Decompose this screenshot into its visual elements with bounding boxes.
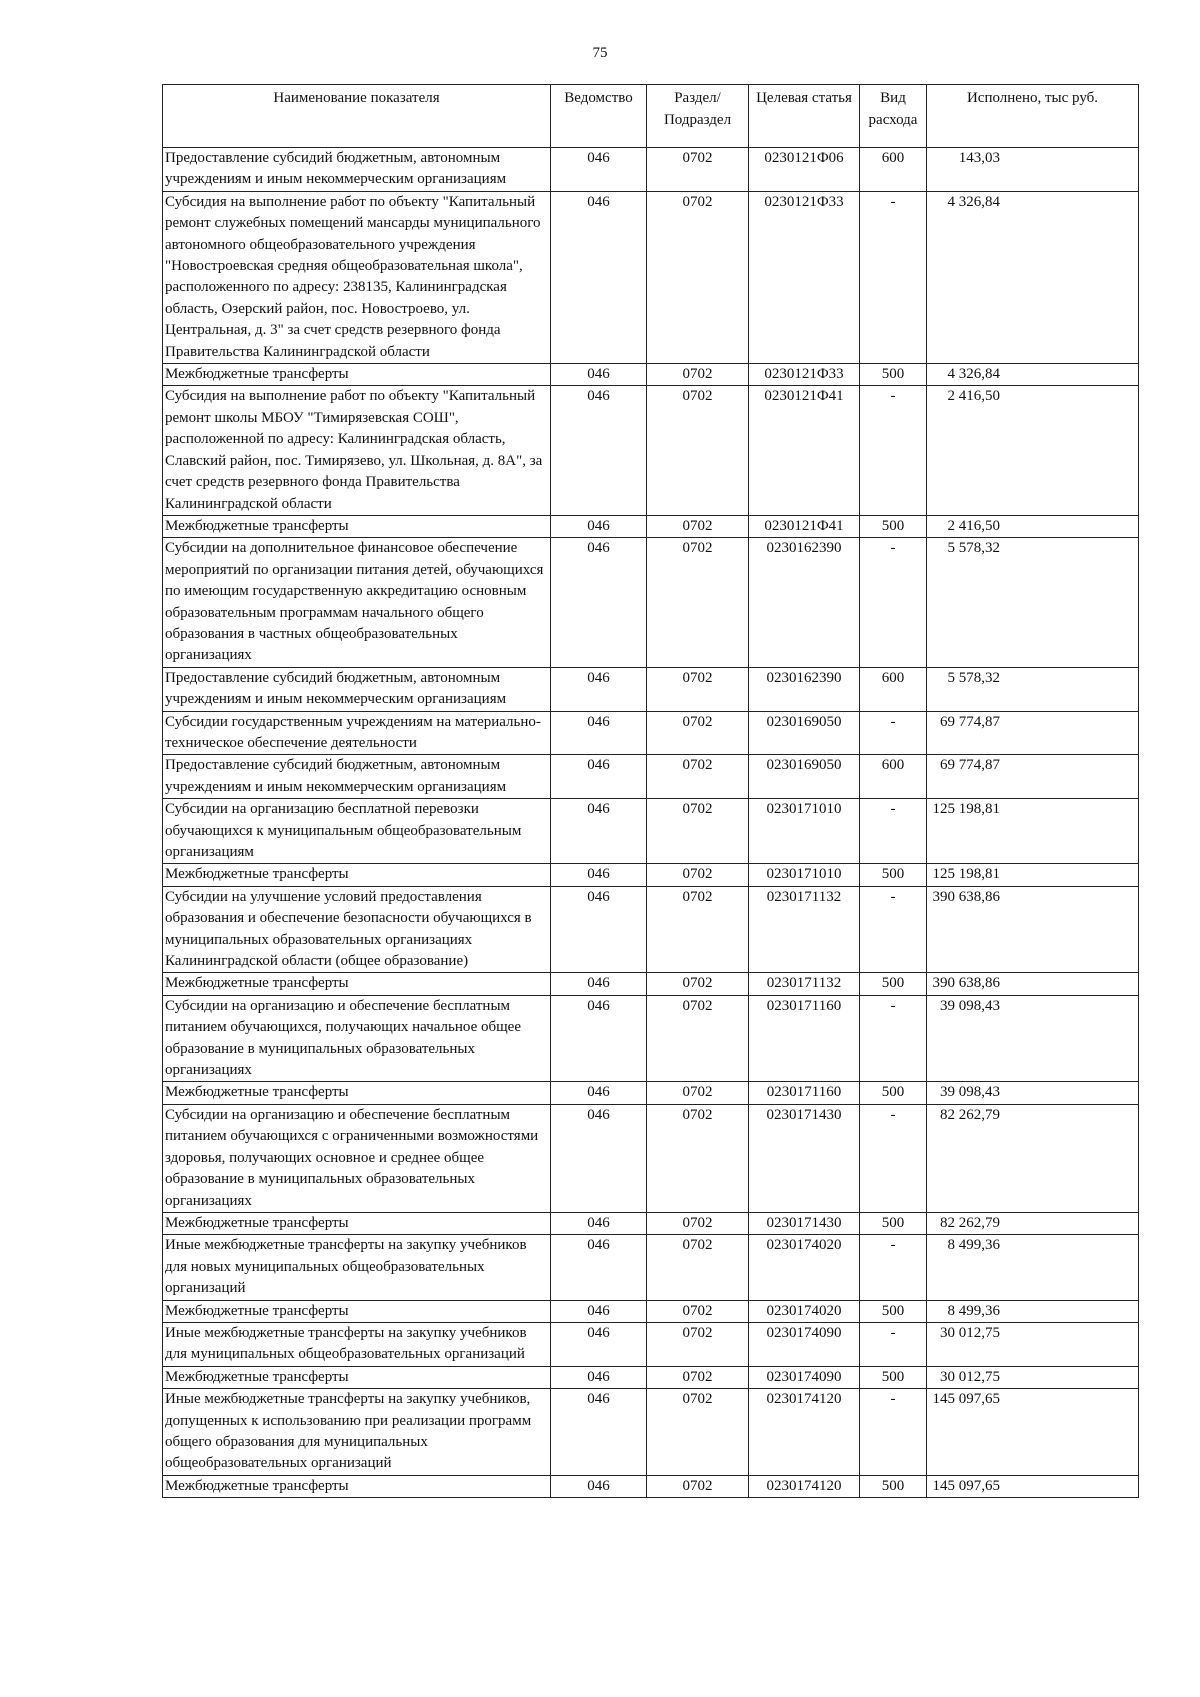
cell-name: Иные межбюджетные трансферты на закупку учебников для муниципальных общеобразовательных организаций xyxy=(163,1322,551,1366)
cell-name: Межбюджетные трансферты xyxy=(163,1366,551,1388)
cell-section: 0702 xyxy=(647,1475,749,1497)
cell-name: Субсидии на организацию бесплатной перевозки обучающихся к муниципальным общеобразовательным организациям xyxy=(163,799,551,864)
cell-target: 0230174020 xyxy=(749,1235,860,1300)
cell-amount: 390 638,86 xyxy=(927,973,1139,995)
cell-dept: 046 xyxy=(551,1235,647,1300)
table-row xyxy=(163,755,1139,799)
cell-name: Субсидия на выполнение работ по объекту "Капитальный ремонт школы МБОУ "Тимирязевская СОШ", расположенной по адресу: Калининградская область, Славский район, пос. Тимирязево, ул. Школьная, д. 8А", за счет средств резервного фонда Правительства Калининградской области xyxy=(163,386,551,515)
cell-dept: 046 xyxy=(551,1212,647,1234)
cell-expense-type: - xyxy=(860,1235,927,1300)
cell-amount: 4 326,84 xyxy=(927,191,1139,363)
cell-section: 0702 xyxy=(647,1322,749,1366)
cell-name: Субсидия на выполнение работ по объекту "Капитальный ремонт служебных помещений мансарды муниципального автономного общеобразовательного учреждения "Новостроевская средняя общеобразовательная школа", расположенного по адресу: 238135, Калининградская область, Озерский район, пос. Новостроево, ул. Центральная, д. 3" за счет средств резервного фонда Правительства Калининградской области xyxy=(163,191,551,363)
cell-expense-type: - xyxy=(860,711,927,755)
cell-expense-type: 500 xyxy=(860,1082,927,1104)
cell-target: 0230162390 xyxy=(749,538,860,667)
table-row xyxy=(163,1475,1139,1497)
cell-expense-type: 500 xyxy=(860,364,927,386)
cell-section: 0702 xyxy=(647,364,749,386)
cell-dept: 046 xyxy=(551,1389,647,1476)
header-section: Раздел/ Подраздел xyxy=(647,85,749,148)
cell-expense-type: 500 xyxy=(860,1366,927,1388)
cell-expense-type: - xyxy=(860,1104,927,1212)
table-row xyxy=(163,799,1139,864)
cell-dept: 046 xyxy=(551,538,647,667)
cell-target: 0230121Ф41 xyxy=(749,515,860,537)
cell-dept: 046 xyxy=(551,1366,647,1388)
cell-section: 0702 xyxy=(647,1235,749,1300)
table-row xyxy=(163,973,1139,995)
cell-expense-type: - xyxy=(860,886,927,973)
cell-section: 0702 xyxy=(647,799,749,864)
cell-section: 0702 xyxy=(647,1104,749,1212)
cell-section: 0702 xyxy=(647,1082,749,1104)
cell-target: 0230162390 xyxy=(749,667,860,711)
cell-dept: 046 xyxy=(551,191,647,363)
cell-name: Субсидии государственным учреждениям на материально-техническое обеспечение деятельности xyxy=(163,711,551,755)
table-row xyxy=(163,1235,1139,1300)
cell-target: 0230169050 xyxy=(749,711,860,755)
cell-section: 0702 xyxy=(647,667,749,711)
cell-dept: 046 xyxy=(551,1475,647,1497)
cell-section: 0702 xyxy=(647,538,749,667)
header-name: Наименование показателя xyxy=(163,85,551,148)
cell-name: Межбюджетные трансферты xyxy=(163,1212,551,1234)
header-dept: Ведомство xyxy=(551,85,647,148)
table-row xyxy=(163,864,1139,886)
cell-name: Предоставление субсидий бюджетным, автономным учреждениям и иным некоммерческим организациям xyxy=(163,755,551,799)
cell-expense-type: - xyxy=(860,386,927,515)
cell-dept: 046 xyxy=(551,148,647,192)
cell-dept: 046 xyxy=(551,364,647,386)
header-expense-type: Вид расхода xyxy=(860,85,927,148)
cell-amount: 145 097,65 xyxy=(927,1475,1139,1497)
cell-target: 0230121Ф33 xyxy=(749,191,860,363)
cell-amount: 143,03 xyxy=(927,148,1139,192)
table-row xyxy=(163,364,1139,386)
table-row xyxy=(163,1212,1139,1234)
cell-expense-type: 500 xyxy=(860,864,927,886)
cell-amount: 5 578,32 xyxy=(927,538,1139,667)
cell-expense-type: - xyxy=(860,1322,927,1366)
cell-dept: 046 xyxy=(551,886,647,973)
cell-amount: 2 416,50 xyxy=(927,386,1139,515)
cell-section: 0702 xyxy=(647,1366,749,1388)
cell-target: 0230169050 xyxy=(749,755,860,799)
cell-name: Предоставление субсидий бюджетным, автономным учреждениям и иным некоммерческим организациям xyxy=(163,667,551,711)
cell-expense-type: 500 xyxy=(860,973,927,995)
cell-section: 0702 xyxy=(647,995,749,1082)
cell-section: 0702 xyxy=(647,973,749,995)
cell-section: 0702 xyxy=(647,755,749,799)
cell-name: Межбюджетные трансферты xyxy=(163,1082,551,1104)
cell-expense-type: 600 xyxy=(860,148,927,192)
cell-target: 0230174090 xyxy=(749,1322,860,1366)
page-number: 75 xyxy=(592,45,608,61)
cell-name: Межбюджетные трансферты xyxy=(163,864,551,886)
cell-expense-type: 500 xyxy=(860,515,927,537)
cell-expense-type: 500 xyxy=(860,1212,927,1234)
cell-amount: 82 262,79 xyxy=(927,1104,1139,1212)
cell-amount: 4 326,84 xyxy=(927,364,1139,386)
cell-target: 0230171132 xyxy=(749,886,860,973)
cell-name: Межбюджетные трансферты xyxy=(163,1475,551,1497)
cell-dept: 046 xyxy=(551,799,647,864)
cell-amount: 30 012,75 xyxy=(927,1366,1139,1388)
table-row xyxy=(163,1389,1139,1476)
cell-target: 0230174120 xyxy=(749,1389,860,1476)
cell-section: 0702 xyxy=(647,515,749,537)
cell-section: 0702 xyxy=(647,864,749,886)
table-row xyxy=(163,1300,1139,1322)
cell-name: Иные межбюджетные трансферты на закупку учебников, допущенных к использованию при реализации программ общего образования для муниципальных общеобразовательных организаций xyxy=(163,1389,551,1476)
cell-expense-type: - xyxy=(860,799,927,864)
cell-expense-type: 600 xyxy=(860,755,927,799)
table-row xyxy=(163,148,1139,192)
table-row xyxy=(163,538,1139,667)
table-body xyxy=(163,148,1139,1498)
cell-expense-type: 500 xyxy=(860,1300,927,1322)
cell-amount: 145 097,65 xyxy=(927,1389,1139,1476)
cell-section: 0702 xyxy=(647,886,749,973)
header-amount: Исполнено, тыс руб. xyxy=(927,85,1139,148)
table-row xyxy=(163,191,1139,363)
cell-section: 0702 xyxy=(647,148,749,192)
cell-dept: 046 xyxy=(551,386,647,515)
cell-amount: 8 499,36 xyxy=(927,1300,1139,1322)
cell-amount: 39 098,43 xyxy=(927,995,1139,1082)
cell-expense-type: 600 xyxy=(860,667,927,711)
cell-section: 0702 xyxy=(647,386,749,515)
cell-target: 0230171430 xyxy=(749,1212,860,1234)
cell-dept: 046 xyxy=(551,711,647,755)
cell-amount: 8 499,36 xyxy=(927,1235,1139,1300)
cell-target: 0230171160 xyxy=(749,1082,860,1104)
table-row xyxy=(163,386,1139,515)
cell-expense-type: - xyxy=(860,1389,927,1476)
table-row xyxy=(163,711,1139,755)
cell-amount: 125 198,81 xyxy=(927,864,1139,886)
cell-dept: 046 xyxy=(551,973,647,995)
cell-section: 0702 xyxy=(647,1212,749,1234)
cell-name: Субсидии на организацию и обеспечение бесплатным питанием обучающихся, получающих начальное общее образование в муниципальных образовательных организациях xyxy=(163,995,551,1082)
table-row xyxy=(163,1366,1139,1388)
cell-amount: 5 578,32 xyxy=(927,667,1139,711)
cell-target: 0230171010 xyxy=(749,799,860,864)
cell-name: Субсидии на организацию и обеспечение бесплатным питанием обучающихся с ограниченными возможностями здоровья, получающих основное и среднее общее образование в муниципальных образовательных организациях xyxy=(163,1104,551,1212)
cell-amount: 69 774,87 xyxy=(927,711,1139,755)
cell-dept: 046 xyxy=(551,1322,647,1366)
table-row xyxy=(163,667,1139,711)
cell-target: 0230174120 xyxy=(749,1475,860,1497)
cell-dept: 046 xyxy=(551,515,647,537)
cell-dept: 046 xyxy=(551,667,647,711)
table-header-row xyxy=(163,85,1139,148)
cell-dept: 046 xyxy=(551,995,647,1082)
cell-amount: 125 198,81 xyxy=(927,799,1139,864)
table-row xyxy=(163,1104,1139,1212)
cell-expense-type: - xyxy=(860,191,927,363)
cell-target: 0230171160 xyxy=(749,995,860,1082)
cell-expense-type: - xyxy=(860,538,927,667)
cell-name: Межбюджетные трансферты xyxy=(163,515,551,537)
table-row xyxy=(163,1082,1139,1104)
cell-dept: 046 xyxy=(551,864,647,886)
cell-section: 0702 xyxy=(647,1389,749,1476)
cell-amount: 30 012,75 xyxy=(927,1322,1139,1366)
cell-target: 0230121Ф41 xyxy=(749,386,860,515)
cell-target: 0230121Ф33 xyxy=(749,364,860,386)
cell-amount: 39 098,43 xyxy=(927,1082,1139,1104)
header-target: Целевая статья xyxy=(749,85,860,148)
cell-dept: 046 xyxy=(551,1300,647,1322)
cell-dept: 046 xyxy=(551,1104,647,1212)
cell-section: 0702 xyxy=(647,1300,749,1322)
cell-amount: 69 774,87 xyxy=(927,755,1139,799)
cell-amount: 2 416,50 xyxy=(927,515,1139,537)
cell-target: 0230174020 xyxy=(749,1300,860,1322)
cell-name: Межбюджетные трансферты xyxy=(163,364,551,386)
table-row xyxy=(163,886,1139,973)
cell-target: 0230174090 xyxy=(749,1366,860,1388)
cell-amount: 390 638,86 xyxy=(927,886,1139,973)
table-row xyxy=(163,1322,1139,1366)
table-row xyxy=(163,515,1139,537)
cell-section: 0702 xyxy=(647,191,749,363)
budget-table xyxy=(162,84,1139,1498)
cell-target: 0230171132 xyxy=(749,973,860,995)
cell-name: Иные межбюджетные трансферты на закупку учебников для новых муниципальных общеобразовательных организаций xyxy=(163,1235,551,1300)
cell-name: Межбюджетные трансферты xyxy=(163,1300,551,1322)
cell-name: Субсидии на улучшение условий предоставления образования и обеспечение безопасности обучающихся в муниципальных образовательных организациях Калининградской области (общее образование) xyxy=(163,886,551,973)
table-row xyxy=(163,995,1139,1082)
cell-target: 0230171430 xyxy=(749,1104,860,1212)
cell-expense-type: - xyxy=(860,995,927,1082)
cell-name: Предоставление субсидий бюджетным, автономным учреждениям и иным некоммерческим организациям xyxy=(163,148,551,192)
cell-dept: 046 xyxy=(551,755,647,799)
cell-amount: 82 262,79 xyxy=(927,1212,1139,1234)
cell-target: 0230121Ф06 xyxy=(749,148,860,192)
cell-expense-type: 500 xyxy=(860,1475,927,1497)
cell-name: Межбюджетные трансферты xyxy=(163,973,551,995)
cell-name: Субсидии на дополнительное финансовое обеспечение мероприятий по организации питания детей, обучающихся по имеющим государственную аккредитацию основным образовательным программам начального общего образования в частных общеобразовательных организациях xyxy=(163,538,551,667)
cell-target: 0230171010 xyxy=(749,864,860,886)
cell-section: 0702 xyxy=(647,711,749,755)
cell-dept: 046 xyxy=(551,1082,647,1104)
